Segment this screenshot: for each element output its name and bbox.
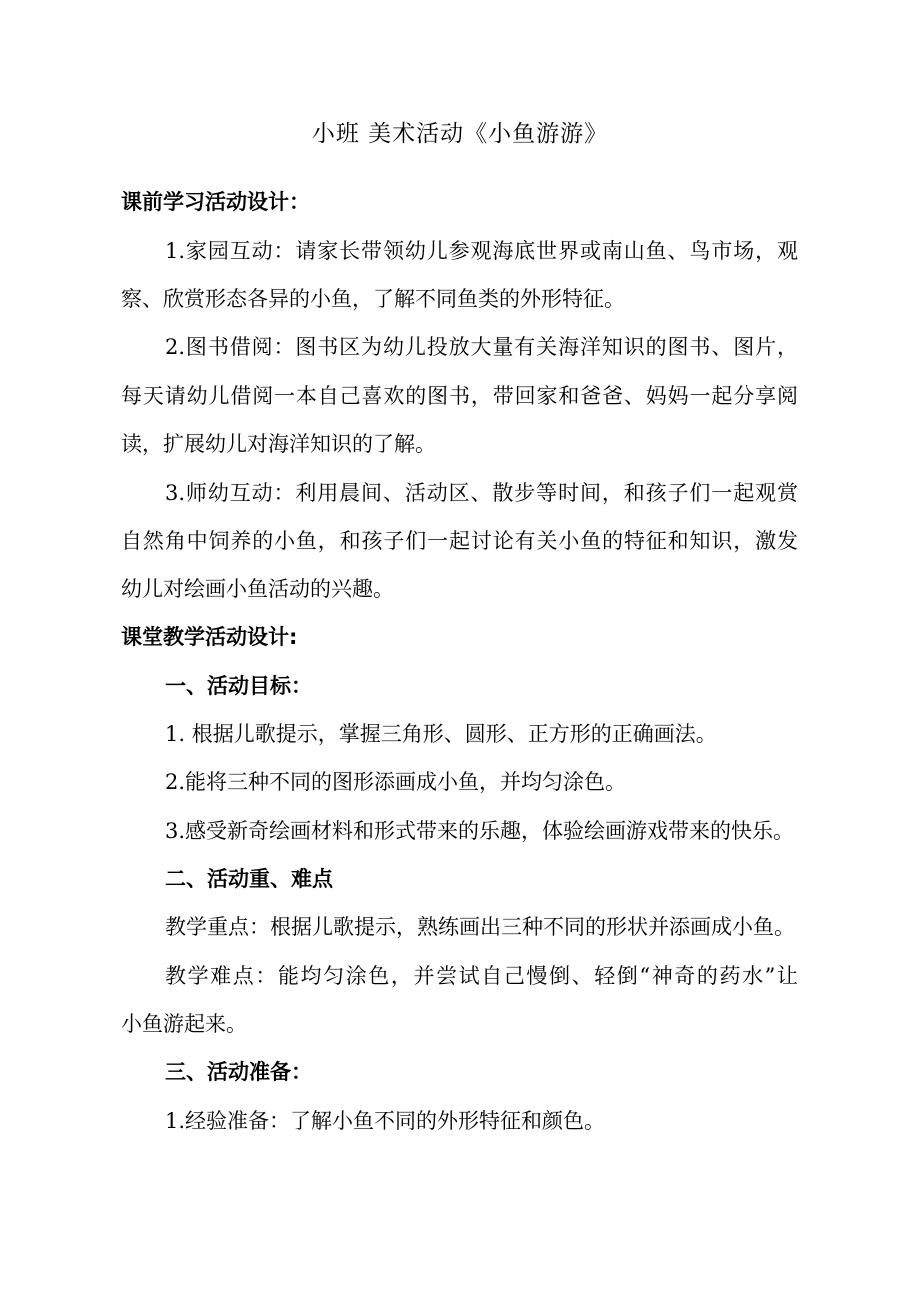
document-title: 小班 美术活动《小鱼游游》 <box>311 121 609 147</box>
list-item: 1.经验准备：了解小鱼不同的外形特征和颜色。 <box>165 1109 606 1133</box>
list-item: 2.能将三种不同的图形添画成小鱼，并均匀涂色。 <box>165 770 627 794</box>
paragraph-line: 3.师幼互动：利用晨间、活动区、散步等时间，和孩子们一起观赏 <box>165 481 798 505</box>
paragraph-line: 小鱼游起来。 <box>121 1012 247 1036</box>
paragraph-line: 幼儿对绘画小鱼活动的兴趣。 <box>121 577 394 601</box>
paragraph-line: 教学难点：能均匀涂色，并尝试自己慢倒、轻倒“神奇的药水”让 <box>165 964 798 988</box>
paragraph-line: 自然角中饲养的小鱼，和孩子们一起讨论有关小鱼的特征和知识，激发 <box>121 529 798 553</box>
paragraph-line: 2.图书借阅：图书区为幼儿投放大量有关海洋知识的图书、图片， <box>165 335 798 359</box>
section-heading: 一、活动目标： <box>165 674 312 698</box>
paragraph-line: 读，扩展幼儿对海洋知识的了解。 <box>121 432 436 456</box>
section-heading: 二、活动重、难点 <box>165 867 333 891</box>
section-heading: 三、活动准备： <box>165 1060 312 1084</box>
in-class-heading: 课堂教学活动设计: <box>121 625 298 649</box>
paragraph-line: 教学重点：根据儿歌提示，熟练画出三种不同的形状并添画成小鱼。 <box>165 915 795 939</box>
list-item: 3.感受新奇绘画材料和形式带来的乐趣，体验绘画游戏带来的快乐。 <box>165 819 795 843</box>
paragraph-line: 察、欣赏形态各异的小鱼，了解不同鱼类的外形特征。 <box>121 287 625 311</box>
paragraph-line: 每天请幼儿借阅一本自己喜欢的图书，带回家和爸爸、妈妈一起分享阅 <box>121 384 798 408</box>
pre-class-heading: 课前学习活动设计： <box>121 190 310 214</box>
paragraph-line: 1.家园互动：请家长带领幼儿参观海底世界或南山鱼、鸟市场，观 <box>165 239 798 263</box>
list-item: 1. 根据儿歌提示，掌握三角形、圆形、正方形的正确画法。 <box>165 722 717 746</box>
